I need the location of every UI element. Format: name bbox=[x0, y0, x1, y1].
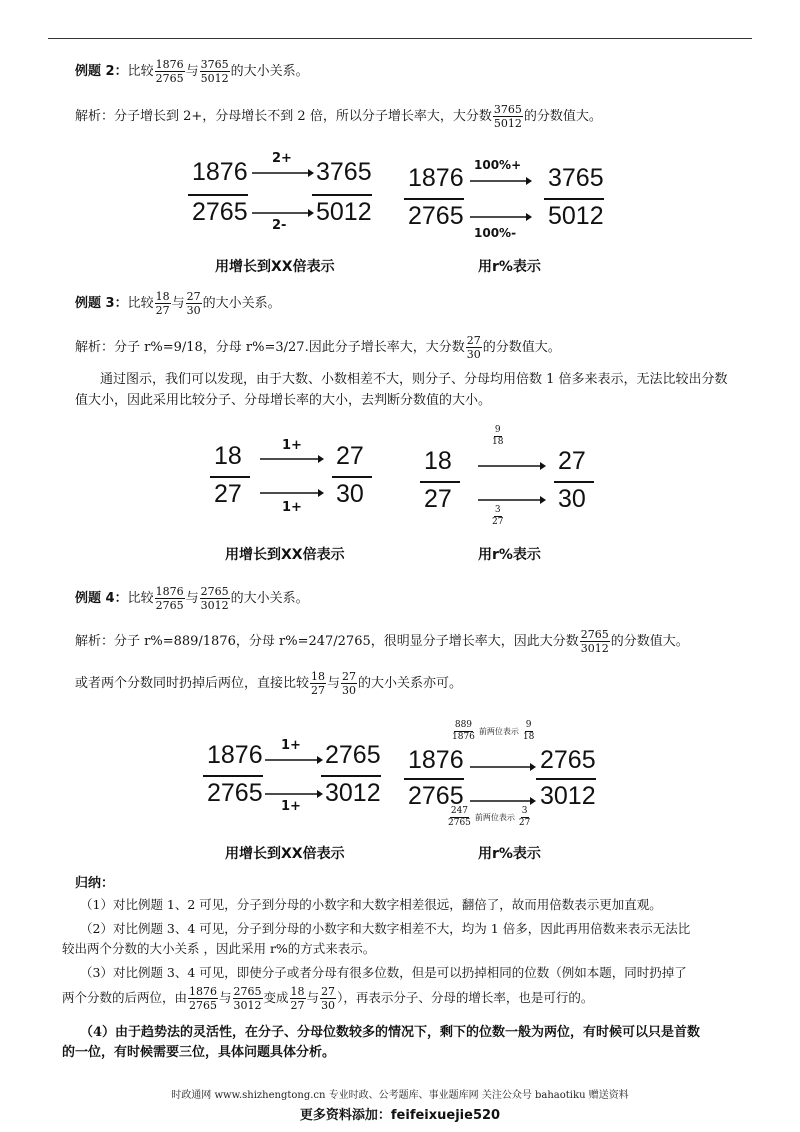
ex3-caption-left: 用增长到XX倍表示 bbox=[225, 547, 345, 563]
arrow-right-icon bbox=[252, 168, 314, 178]
ex2-caption-left: 用增长到XX倍表示 bbox=[215, 259, 335, 275]
ex4-diagram-multiple: 1876 2765 2765 3012 1+ 1+ bbox=[195, 735, 395, 825]
ex4-alternative: 或者两个分数同时扔掉后两位，直接比较 $\frac{18}{27}$ 与 $\frac{27}{30}$ 的大小关系亦可。 bbox=[75, 670, 463, 697]
summary-p1: （1）对比例题 1、2 可见，分子到分母的小数字和大数字相差很远，翻倍了，故而用倍数表示更加直观。 bbox=[80, 897, 662, 912]
ex2-diagram-multiple: 1876 2765 3765 5012 2+ 2- bbox=[180, 150, 380, 250]
arrow-right-icon bbox=[265, 755, 323, 765]
summary-title: 归纳： bbox=[75, 876, 115, 891]
ex2-question: 例题 2：比较 $\frac{1876}{2765}$ 与 $\frac{3765}{5012}$ 的大小关系。 bbox=[75, 58, 309, 85]
ex2-diagram-percent: 1876 2765 3765 5012 100%+ 100%- bbox=[400, 150, 620, 250]
ex4-top-note: $\frac{889}{1876}$ 前两位表示 $\frac{9}{18}$ bbox=[452, 720, 535, 742]
summary-p4a: （4）由于趋势法的灵活性，在分子、分母位数较多的情况下，剩下的位数一般为两位，有时候可以只是首数 bbox=[80, 1025, 701, 1040]
ex3-analysis: 解析：分子 r%=9/18，分母 r%=3/27.因此分子增长率大，大分数 $\frac{27}{30}$ 的分数值大。 bbox=[75, 334, 561, 361]
footer-contact: 更多资料添加：feifeixuejie520 bbox=[299, 1108, 501, 1123]
ex2-analysis: 解析：分子增长到 2+，分母增长不到 2 倍，所以分子增长率大，大分数 $\frac{3765}{5012}$ 的分数值大。 bbox=[75, 103, 602, 130]
ex3-para-line2: 值大小，因此采用比较分子、分母增长率的大小，去判断分数值的大小。 bbox=[75, 393, 492, 408]
summary-p2a: （2）对比例题 3、4 可见，分子到分母的小数字和大数字相差不大，均为 1 倍多，因此再用倍数来表示无法比 bbox=[80, 921, 691, 936]
arrow-right-icon bbox=[260, 488, 324, 498]
arrow-right-icon bbox=[470, 212, 532, 222]
ex3-diagram-multiple: 18 27 27 30 1+ 1+ bbox=[200, 430, 380, 520]
ex4-bottom-note: $\frac{247}{2765}$ 前两位表示 $\frac{3}{27}$ bbox=[448, 806, 531, 828]
summary-p4b: 的一位，有时候需要三位，具体问题具体分析。 bbox=[62, 1045, 336, 1060]
arrow-right-icon bbox=[478, 461, 546, 471]
ex4-question: 例题 4：比较 $\frac{1876}{2765}$ 与 $\frac{2765}{3012}$ 的大小关系。 bbox=[75, 585, 309, 612]
summary-p3b: 两个分数的后两位，由 $\frac{1876}{2765}$ 与 $\frac{2765}{3012}$ 变成 $\frac{18}{27}$ 与 $\frac{27}{30}$ ），再表示分子、分母的增长率，也是可行的。 bbox=[62, 985, 594, 1012]
arrow-right-icon bbox=[478, 495, 546, 505]
ex4-caption-right: 用r%表示 bbox=[478, 846, 541, 862]
summary-p3a: （3）对比例题 3、4 可见，即使分子或者分母有很多位数，但是可以扔掉相同的位数（例如本题，同时扔掉了 bbox=[80, 965, 687, 980]
footer-text: 时政通网 www.shizhengtong.cn 专业时政、公考题库、事业题库网 关注公众号 bahaotiku 赠送资料 bbox=[171, 1090, 629, 1101]
ex3-diagram-percent: 18 27 27 30 $\frac{9}{18}$ $\frac{3}{27}$ bbox=[410, 425, 600, 535]
ex3-para-line1: 通过图示，我们可以发现，由于大数、小数相差不大，则分子、分母均用倍数 1 倍多来表示，无法比较出分数 bbox=[100, 372, 728, 387]
arrow-right-icon bbox=[470, 796, 536, 806]
arrow-right-icon bbox=[260, 454, 324, 464]
ex4-caption-left: 用增长到XX倍表示 bbox=[225, 846, 345, 862]
arrow-right-icon bbox=[470, 762, 536, 772]
ex4-analysis: 解析：分子 r%=889/1876，分母 r%=247/2765，很明显分子增长率大，因此大分数 $\frac{2765}{3012}$ 的分数值大。 bbox=[75, 628, 689, 655]
arrow-right-icon bbox=[470, 176, 532, 186]
ex2-caption-right: 用r%表示 bbox=[478, 259, 541, 275]
header-rule bbox=[48, 38, 752, 39]
arrow-right-icon bbox=[252, 208, 314, 218]
summary-p2b: 较出两个分数的大小关系 ，因此采用 r%的方式来表示。 bbox=[62, 941, 376, 956]
ex3-question: 例题 3：比较 $\frac{18}{27}$ 与 $\frac{27}{30}$ 的大小关系。 bbox=[75, 290, 281, 317]
ex4-diagram-percent: 1876 2765 2765 3012 $\frac{889}{1876}$ 前两位表示 $\frac{9}{18}$ $\frac{247}{2765}$ 前两位表示 $\frac{3}{27}$ bbox=[400, 718, 620, 838]
arrow-right-icon bbox=[265, 789, 323, 799]
ex3-caption-right: 用r%表示 bbox=[478, 547, 541, 563]
